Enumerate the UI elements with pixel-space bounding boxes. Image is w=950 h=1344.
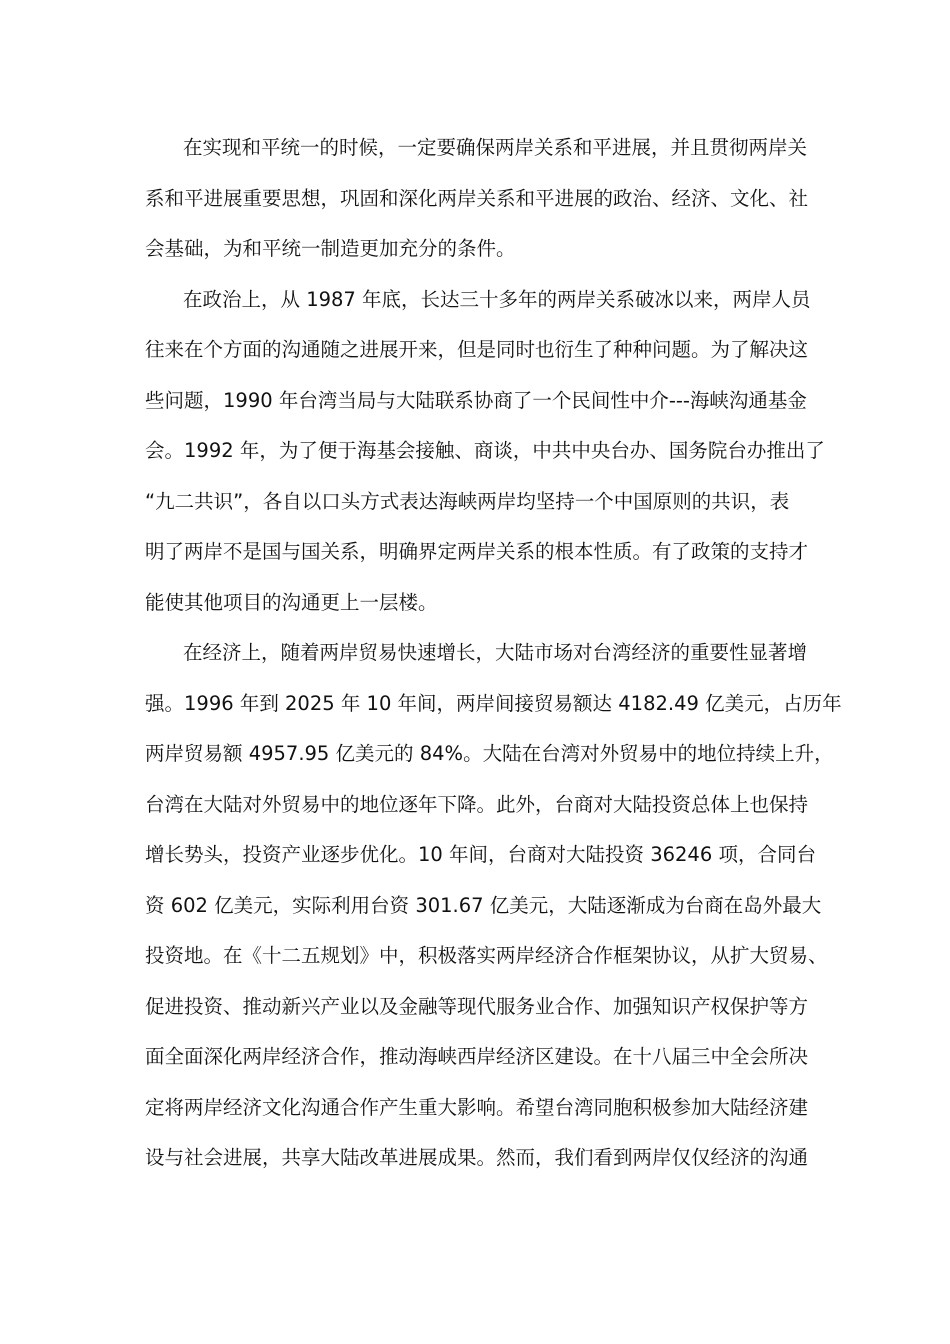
- paragraph: [145, 281, 825, 635]
- text-line: 台湾在大陆对外贸易中的地位逐年下降。此外，台商对大陆投资总体上也保持: [145, 792, 809, 816]
- text-line: 两岸贸易额 4957.95 亿美元的 84%。大陆在台湾对外贸易中的地位持续上升，: [145, 742, 834, 765]
- text-line: 会基础，为和平统一制造更加充分的条件。: [145, 237, 516, 260]
- text-line: 些问题，1990 年台湾当局与大陆联系协商了一个民间性中介---海峡沟通基金: [145, 388, 807, 412]
- text-line: 能使其他项目的沟通更上一层楼。: [145, 590, 438, 614]
- text-line: “九二共识”，各自以口头方式表达海峡两岸均坚持一个中国原则的共识，表: [145, 489, 790, 513]
- text-line: 在实现和平统一的时候，一定要确保两岸关系和平进展，并且贯彻两岸关: [183, 136, 808, 159]
- paragraph: [145, 634, 842, 1190]
- text-line: 往来在个方面的沟通随之进展开来，但是同时也衍生了种种问题。为了解决这: [145, 338, 809, 361]
- text-line: 会。1992 年，为了便于海基会接触、商谈，中共中央台办、国务院台办推出了: [145, 439, 825, 462]
- text-line: 增长势头，投资产业逐步优化。10 年间，台商对大陆投资 36246 项，合同台: [145, 843, 816, 866]
- text-line: 设与社会进展，共享大陆改革进展成果。然而，我们看到两岸仅仅经济的沟通: [145, 1146, 809, 1169]
- text-line: 在政治上，从 1987 年底，长达三十多年的两岸关系破冰以来，两岸人员: [183, 287, 811, 311]
- text-line: 定将两岸经济文化沟通合作产生重大影响。希望台湾同胞积极参加大陆经济建: [145, 1095, 809, 1119]
- paragraph: [145, 129, 810, 281]
- text-line: 系和平进展重要思想，巩固和深化两岸关系和平进展的政治、经济、文化、社: [145, 186, 809, 210]
- text-line: 投资地。在《十二五规划》中，积极落实两岸经济合作框架协议，从扩大贸易、: [145, 944, 828, 967]
- document-body: [145, 129, 842, 1190]
- text-line: 资 602 亿美元，实际利用台资 301.67 亿美元，大陆逐渐成为台商在岛外最大: [145, 893, 822, 917]
- text-line: 明了两岸不是国与国关系，明确界定两岸关系的根本性质。有了政策的支持才: [145, 540, 809, 563]
- text-line: 面全面深化两岸经济合作，推动海峡西岸经济区建设。在十八届三中全会所决: [145, 1045, 809, 1068]
- text-line: 促进投资、推动新兴产业以及金融等现代服务业合作、加强知识产权保护等方: [145, 994, 809, 1018]
- text-line: 在经济上，随着两岸贸易快速增长，大陆市场对台湾经济的重要性显著增: [183, 641, 808, 664]
- text-line: 强。1996 年到 2025 年 10 年间，两岸间接贸易额达 4182.49 亿美元，占历年: [145, 691, 842, 715]
